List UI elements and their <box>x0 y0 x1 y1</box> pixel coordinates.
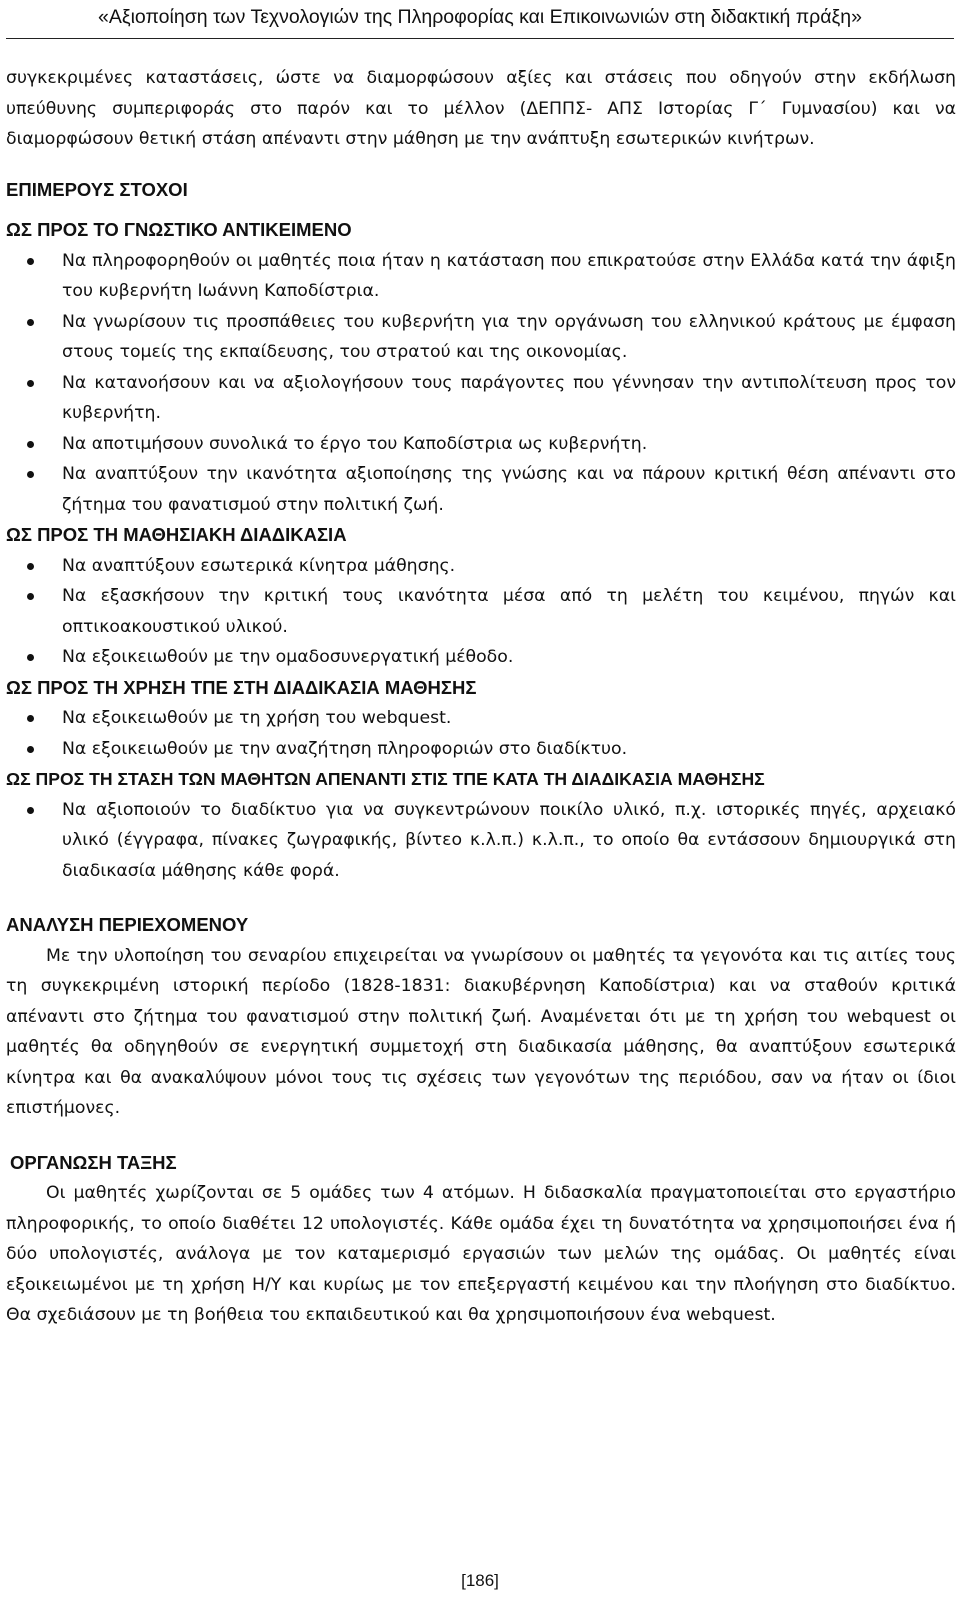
page-number: [186] <box>461 1571 499 1590</box>
list-item: Να αξιοποιούν το διαδίκτυο για να συγκεντρώνουν ποικίλο υλικό, π.χ. ιστορικές πηγές, αρχειακό υλικό (έγγραφα, πίνακες ζωγραφικής, βίντεο κ.λ.π.) κ.λ.π., το οποίο θα εντάσσουν δημιουργικά στη διαδικασία μάθησης κάθε φορά. <box>6 795 956 887</box>
spacer <box>6 886 956 910</box>
list-item: Να εξασκήσουν την κριτική τους ικανότητα μέσα από τη μελέτη του κειμένου, πηγών και οπτικοακουστικού υλικού. <box>6 581 956 642</box>
cognitive-list <box>6 246 956 521</box>
list-item: Να εξοικειωθούν με την ομαδοσυνεργατική μέθοδο. <box>6 642 956 673</box>
page-body <box>6 63 956 1331</box>
attitude-list <box>6 795 956 887</box>
list-item: Να εξοικειωθούν με τη χρήση του webquest. <box>6 703 956 734</box>
learning-process-heading: ΩΣ ΠΡΟΣ ΤΗ ΜΑΘΗΣΙΑΚΗ ΔΙΑΔΙΚΑΣΙΑ <box>6 524 347 545</box>
list-item: Να εξοικειωθούν με την αναζήτηση πληροφοριών στο διαδίκτυο. <box>6 734 956 765</box>
content-analysis-title: ΑΝΑΛΥΣΗ ΠΕΡΙΕΧΟΜΕΝΟΥ <box>6 914 249 935</box>
running-header: «Αξιοποίηση των Τεχνολογιών της Πληροφορίας και Επικοινωνιών στη διδακτική πράξη» <box>98 6 862 28</box>
intro-paragraph: συγκεκριμένες καταστάσεις, ώστε να διαμορφώσουν αξίες και στάσεις που οδηγούν στην εκδήλωση υπεύθυνης συμπεριφοράς στο παρόν και το μέλλον (ΔΕΠΠΣ- ΑΠΣ Ιστορίας Γ΄ Γυμνασίου) και να διαμορφώσουν θετική στάση απέναντι στην μάθηση με την ανάπτυξη εσωτερικών κινήτρων. <box>6 68 956 149</box>
class-organization-paragraph: Οι μαθητές χωρίζονται σε 5 ομάδες των 4 ατόμων. Η διδασκαλία πραγματοποιείται στο εργαστήριο πληροφορικής, το οποίο διαθέτει 12 υπολογιστές. Κάθε ομάδα έχει τη δυνατότητα να χρησιμοποιήσει ένα ή δύο υπολογιστές, ανάλογα με τον καταμερισμό εργασιών των μελών της ομάδας. Οι μαθητές είναι εξοικειωμένοι με τη χρήση Η/Υ και κυρίως με τον επεξεργαστή κειμένου και την πλοήγηση στο διαδίκτυο. Θα σχεδιάσουν με τη βοήθεια του εκπαιδευτικού και θα χρησιμοποιήσουν ένα webquest. <box>6 1183 956 1325</box>
header-divider <box>6 38 954 39</box>
cognitive-heading: ΩΣ ΠΡΟΣ ΤΟ ΓΝΩΣΤΙΚΟ ΑΝΤΙΚΕΙΜΕΝΟ <box>6 219 352 240</box>
learning-process-list <box>6 551 956 673</box>
spacer <box>6 155 956 175</box>
ict-use-list <box>6 703 956 764</box>
objectives-title: ΕΠΙΜΕΡΟΥΣ ΣΤΟΧΟΙ <box>6 178 188 200</box>
ict-use-heading: ΩΣ ΠΡΟΣ ΤΗ ΧΡΗΣΗ ΤΠΕ ΣΤΗ ΔΙΑΔΙΚΑΣΙΑ ΜΑΘΗΣΗΣ <box>6 676 477 698</box>
class-organization-title: ΟΡΓΑΝΩΣΗ ΤΑΞΗΣ <box>10 1151 177 1173</box>
list-item: Να γνωρίσουν τις προσπάθειες του κυβερνήτη για την οργάνωση του ελληνικού κράτους με έμφαση στους τομείς της εκπαίδευσης, του στρατού και της οικονομίας. <box>6 307 956 368</box>
list-item: Να αποτιμήσουν συνολικά το έργο του Καποδίστρια ως κυβερνήτη. <box>6 429 956 460</box>
spacer <box>6 1124 956 1148</box>
attitude-heading: ΩΣ ΠΡΟΣ ΤΗ ΣΤΑΣΗ ΤΩΝ ΜΑΘΗΤΩΝ ΑΠΕΝΑΝΤΙ ΣΤΙΣ ΤΠΕ ΚΑΤΑ ΤΗ ΔΙΑΔΙΚΑΣΙΑ ΜΑΘΗΣΗΣ <box>6 769 765 789</box>
list-item: Να αναπτύξουν εσωτερικά κίνητρα μάθησης. <box>6 551 956 582</box>
list-item: Να κατανοήσουν και να αξιολογήσουν τους παράγοντες που γέννησαν την αντιπολίτευση προς τον κυβερνήτη. <box>6 368 956 429</box>
content-analysis-paragraph: Με την υλοποίηση του σεναρίου επιχειρείται να γνωρίσουν οι μαθητές τα γεγονότα και τις αιτίες τους τη συγκεκριμένη ιστορική περίοδο (1828-1831: διακυβέρνηση Καποδίστρια) και να σταθούν κριτικά απέναντι στο ζήτημα του φανατισμού στην πολιτική ζωή. Αναμένεται ότι με τη χρήση του webquest οι μαθητές θα οδηγηθούν σε ενεργητική συμμετοχή στη διαδικασία μάθησης, θα αναπτύξουν εσωτερικά κίνητρα και θα ανακαλύψουν μόνοι τους τις σχέσεις των γεγονότων της περιόδου, σαν να ήταν οι ίδιοι επιστήμονες. <box>6 945 956 1118</box>
list-item: Να αναπτύξουν την ικανότητα αξιοποίησης της γνώσης και να πάρουν κριτική θέση απέναντι στο ζήτημα του φανατισμού στην πολιτική ζωή. <box>6 459 956 520</box>
spacer <box>6 205 956 215</box>
list-item: Να πληροφορηθούν οι μαθητές ποια ήταν η κατάσταση που επικρατούσε στην Ελλάδα κατά την άφιξη του κυβερνήτη Ιωάννη Καποδίστρια. <box>6 246 956 307</box>
